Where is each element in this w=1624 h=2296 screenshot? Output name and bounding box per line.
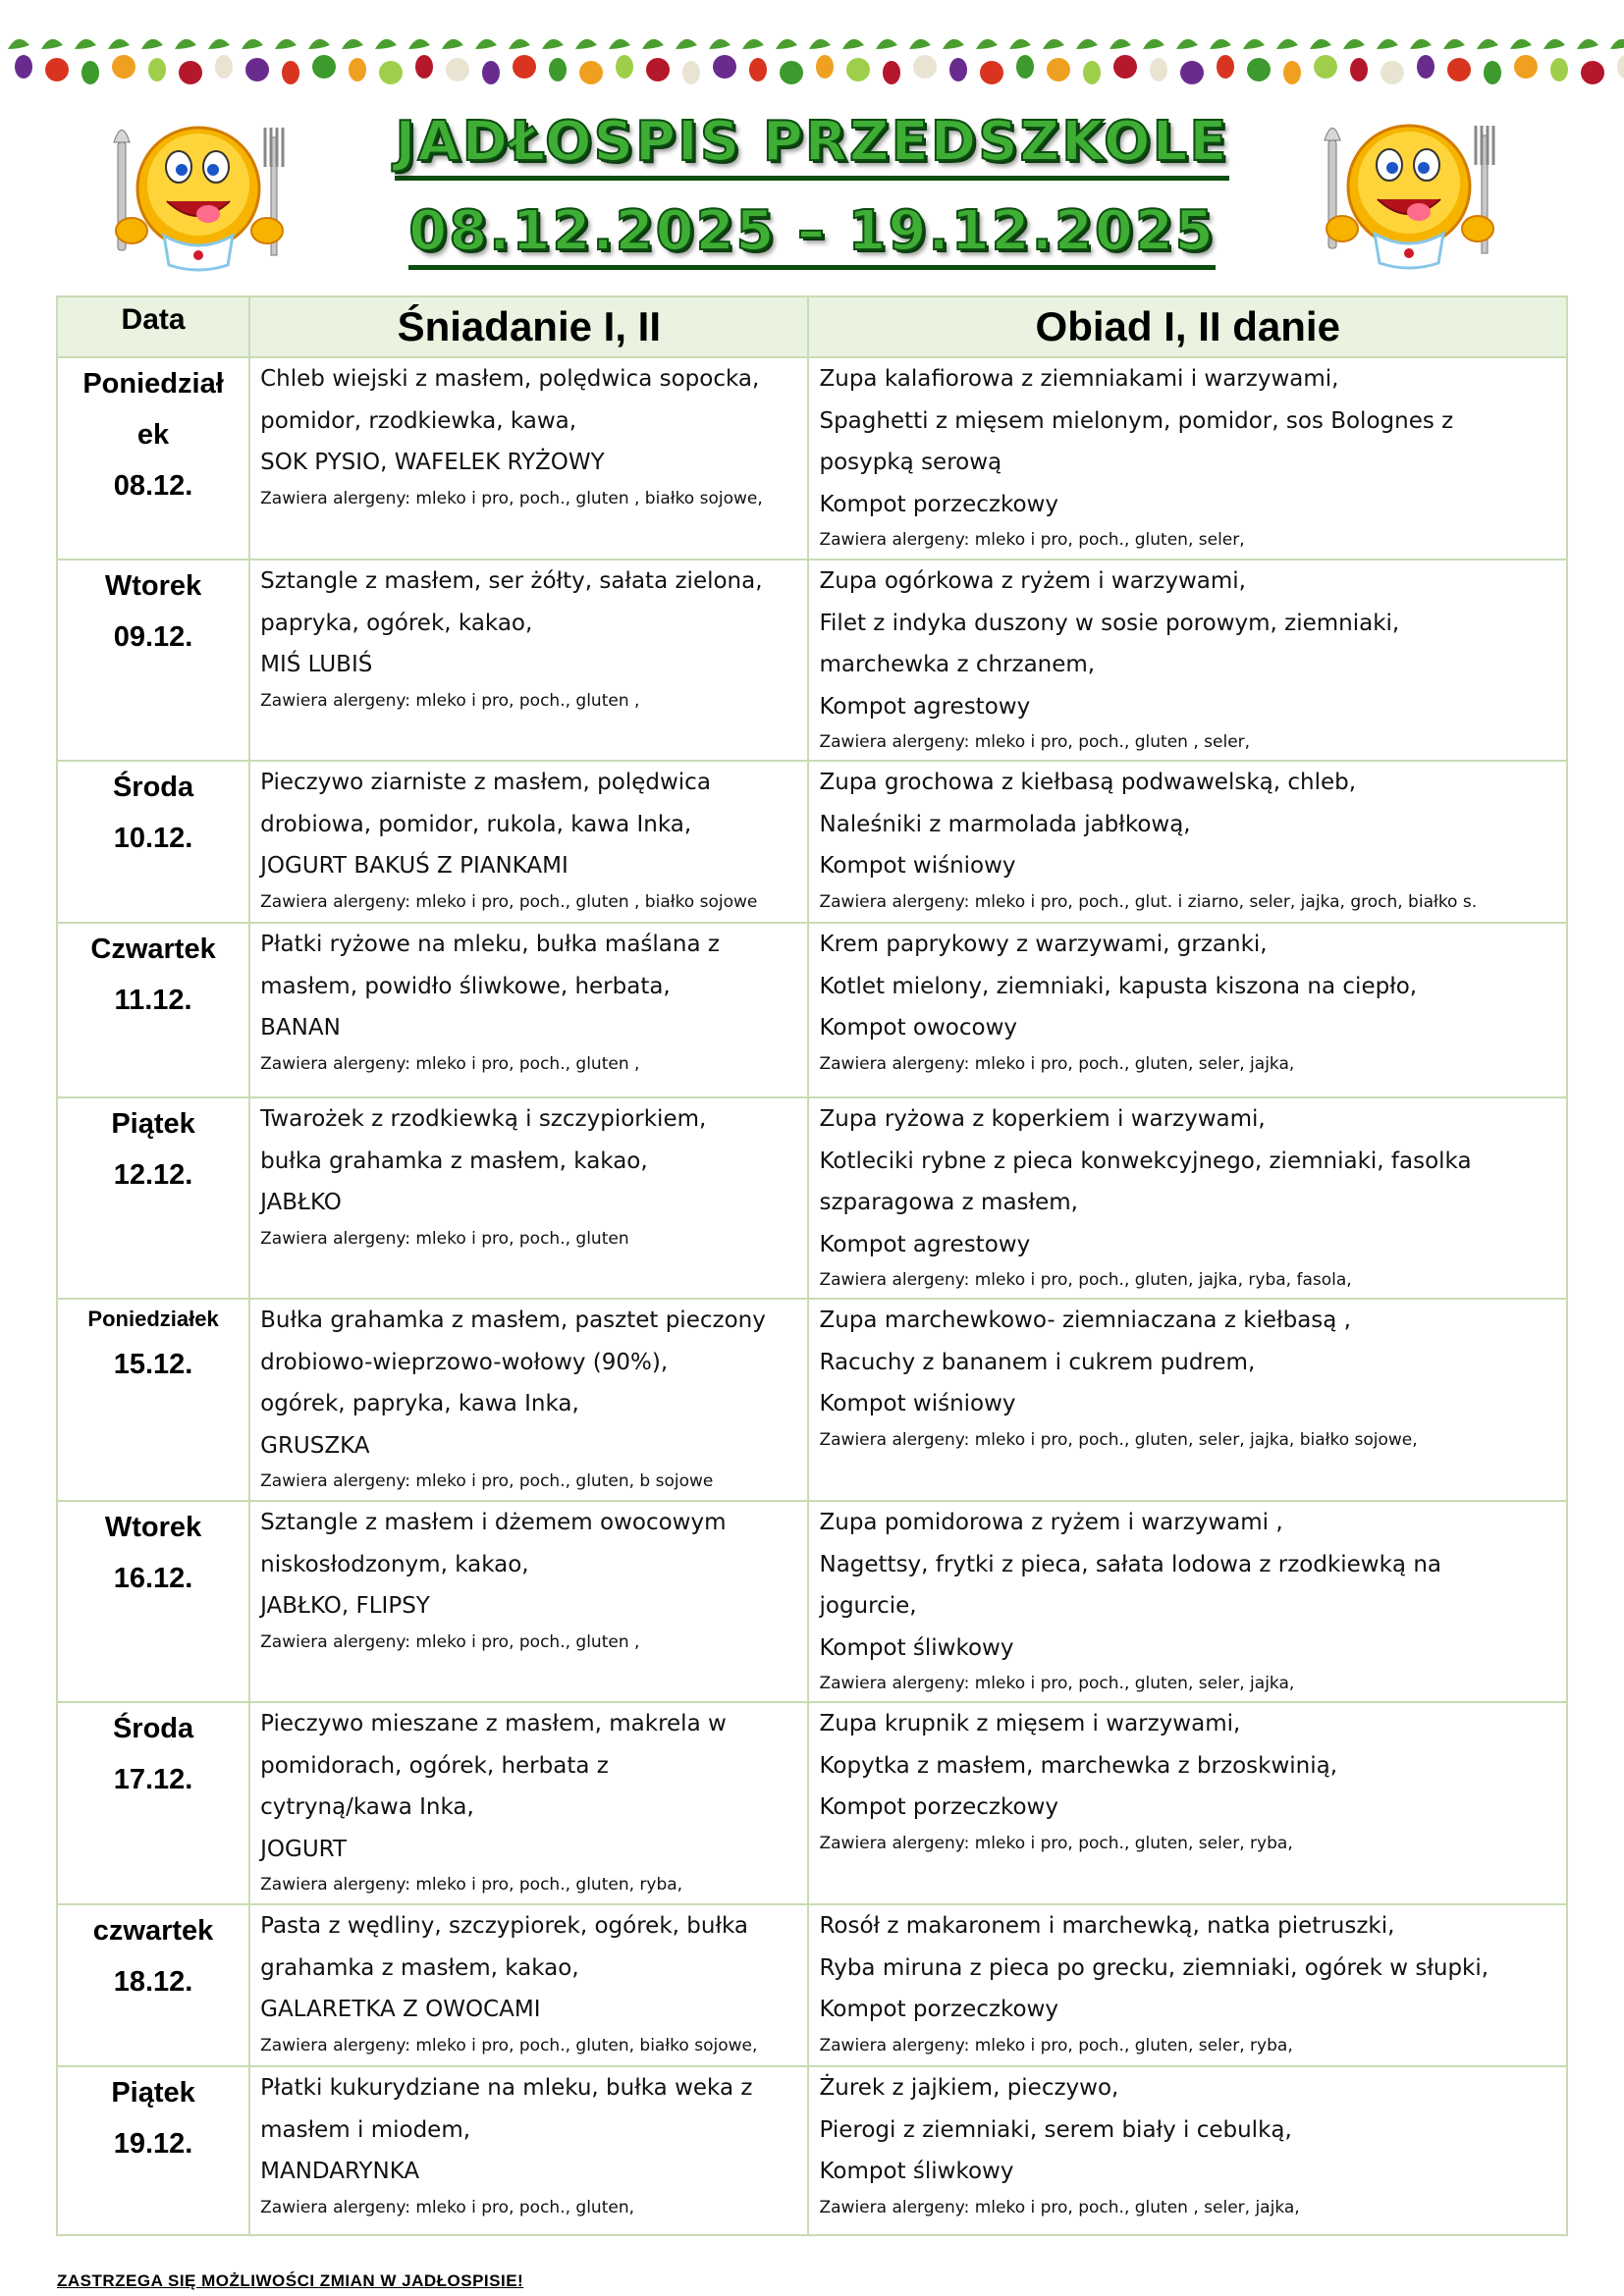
day-name: Poniedział: [82, 368, 224, 400]
breakfast-line: Twarożek z rzodkiewką i szczypiorkiem,: [260, 1106, 707, 1132]
breakfast-cell: [249, 2066, 808, 2235]
day-cell: [57, 357, 249, 560]
garland-vegetable: [1350, 58, 1368, 81]
header-date: Data: [57, 296, 249, 357]
dinner-line: Zupa pomidorowa z ryżem i warzywami ,: [819, 1510, 1283, 1535]
dinner-allergens: Zawiera alergeny: mleko i pro, poch., gluten, jajka, ryba, fasola,: [819, 1270, 1352, 1290]
dinner-cell: [808, 357, 1567, 560]
garland-leaf: [141, 39, 163, 49]
breakfast-allergens: Zawiera alergeny: mleko i pro, poch., gluten ,: [260, 1631, 640, 1652]
garland-vegetable: [415, 55, 433, 79]
garland-leaf: [809, 39, 831, 49]
dinner-line: Kompot porzeczkowy: [819, 491, 1058, 517]
garland-vegetable: [482, 61, 500, 84]
garland-leaf: [242, 39, 263, 49]
garland-leaf: [1610, 39, 1624, 49]
dinner-line: Krem paprykowy z warzywami, grzanki,: [819, 932, 1268, 957]
dinner-cell: [808, 2066, 1567, 2235]
breakfast-allergens: Zawiera alergeny: mleko i pro, poch., gluten, b sojowe: [260, 1471, 714, 1491]
garland-leaf: [776, 39, 797, 49]
breakfast-line: Pieczywo ziarniste z masłem, polędwica: [260, 770, 711, 795]
garland-vegetable: [45, 58, 69, 81]
garland-vegetable: [1217, 55, 1234, 79]
breakfast-cell: [249, 1501, 808, 1702]
garland-leaf: [8, 39, 29, 49]
dinner-cell: [808, 560, 1567, 761]
garland-vegetable: [1150, 58, 1167, 81]
garland-leaf: [1377, 39, 1398, 49]
dinner-line: Nagettsy, frytki z pieca, sałata lodowa z rzodkiewką na: [819, 1551, 1442, 1577]
garland-leaf: [542, 39, 564, 49]
dinner-line: Zupa grochowa z kiełbasą podwawelską, chleb,: [819, 770, 1357, 795]
garland-leaf: [642, 39, 664, 49]
garland-leaf: [676, 39, 697, 49]
vegetable-border-decoration: [0, 29, 1624, 98]
breakfast-cell: [249, 1702, 808, 1904]
dinner-allergens: Zawiera alergeny: mleko i pro, poch., gluten, seler, jajka, białko sojowe,: [819, 1429, 1418, 1450]
day-date: 11.12.: [114, 985, 192, 1016]
garland-vegetable: [1447, 58, 1471, 81]
breakfast-line: Sztangle z masłem, ser żółty, sałata zielona,: [260, 568, 763, 594]
breakfast-line: papryka, ogórek, kakao,: [260, 610, 533, 636]
dinner-line: Żurek z jajkiem, pieczywo,: [819, 2075, 1119, 2101]
garland-leaf: [1176, 39, 1198, 49]
day-name: Środa: [112, 772, 194, 803]
day-cell: [57, 1501, 249, 1702]
garland-leaf: [1009, 39, 1031, 49]
garland-leaf: [1110, 39, 1131, 49]
garland-leaf: [41, 39, 63, 49]
breakfast-line: Pieczywo mieszane z masłem, makrela w: [260, 1711, 727, 1736]
dinner-line: Zupa ogórkowa z ryżem i warzywami,: [819, 568, 1246, 594]
garland-vegetable: [846, 58, 870, 81]
garland-leaf: [408, 39, 430, 49]
dinner-allergens: Zawiera alergeny: mleko i pro, poch., gluten, seler, ryba,: [819, 1833, 1293, 1853]
breakfast-cell: [249, 357, 808, 560]
garland-leaf: [1310, 39, 1331, 49]
dinner-line: Ryba miruna z pieca po grecku, ziemniaki, ogórek w słupki,: [819, 1954, 1489, 1981]
menu-date-range-text: 08.12.2025 – 19.12.2025: [408, 199, 1216, 270]
garland-vegetable: [749, 58, 767, 81]
day-cell: [57, 560, 249, 761]
dinner-allergens: Zawiera alergeny: mleko i pro, poch., gluten , seler, jajka,: [819, 2197, 1300, 2217]
dinner-line: szparagowa z masłem,: [819, 1190, 1078, 1215]
breakfast-cell: [249, 1097, 808, 1299]
garland-leaf: [342, 39, 363, 49]
garland-vegetable: [682, 61, 700, 84]
day-date: 09.12.: [113, 621, 193, 653]
garland-vegetable: [349, 58, 366, 81]
breakfast-line: masłem, powidło śliwkowe, herbata,: [260, 973, 671, 999]
garland-vegetable: [883, 61, 900, 84]
dinner-allergens: Zawiera alergeny: mleko i pro, poch., gluten , seler,: [819, 732, 1251, 752]
dinner-cell: [808, 1501, 1567, 1702]
breakfast-allergens: Zawiera alergeny: mleko i pro, poch., gluten ,: [260, 1053, 640, 1074]
dinner-line: Kompot agrestowy: [819, 1231, 1031, 1257]
garland-leaf: [1243, 39, 1265, 49]
dinner-line: Pierogi z ziemniaki, serem biały i cebulką,: [819, 2116, 1292, 2143]
dinner-line: Kompot śliwkowy: [819, 1634, 1014, 1661]
breakfast-line: masłem i miodem,: [260, 2116, 471, 2143]
garland-leaf: [1410, 39, 1432, 49]
garland-vegetable: [1047, 58, 1070, 81]
garland-leaf: [509, 39, 530, 49]
garland-leaf: [709, 39, 731, 49]
day-name: Wtorek: [104, 570, 202, 602]
garland-vegetable: [1083, 61, 1101, 84]
garland-leaf: [175, 39, 196, 49]
breakfast-cell: [249, 761, 808, 923]
footer-note: ZASTRZEGA SIĘ MOŻLIWOŚCI ZMIAN W JADŁOSPISIE!: [57, 2271, 524, 2290]
breakfast-line: Bułka grahamka z masłem, pasztet pieczony: [260, 1308, 766, 1333]
garland-vegetable: [1617, 55, 1624, 79]
breakfast-cell: [249, 923, 808, 1097]
breakfast-line: drobiowo-wieprzowo-wołowy (90%),: [260, 1349, 669, 1375]
menu-row: [57, 1501, 1567, 1702]
dinner-cell: [808, 1702, 1567, 1904]
dinner-line: Kompot śliwkowy: [819, 2159, 1014, 2184]
breakfast-line: Płatki kukurydziane na mleku, bułka weka z: [260, 2075, 753, 2101]
garland-leaf: [609, 39, 630, 49]
day-cell: [57, 1097, 249, 1299]
menu-row: [57, 1702, 1567, 1904]
menu-row: [57, 761, 1567, 923]
garland-vegetable: [1417, 55, 1435, 79]
day-name: Poniedziałek: [87, 1307, 219, 1331]
menu-row: [57, 2066, 1567, 2235]
day-name: Wtorek: [104, 1512, 202, 1543]
garland-vegetable: [616, 55, 633, 79]
garland-leaf: [475, 39, 497, 49]
garland-vegetable: [980, 61, 1003, 84]
day-cell: [57, 1904, 249, 2066]
garland-vegetable: [379, 61, 403, 84]
garland-leaf: [1043, 39, 1064, 49]
garland-leaf: [742, 39, 764, 49]
breakfast-line: Pasta z wędliny, szczypiorek, ogórek, bułka: [260, 1913, 748, 1939]
garland-vegetable: [1581, 61, 1604, 84]
dinner-line: Zupa krupnik z mięsem i warzywami,: [819, 1711, 1241, 1736]
day-cell: [57, 1702, 249, 1904]
breakfast-allergens: Zawiera alergeny: mleko i pro, poch., gluten , białko sojowe,: [260, 488, 763, 508]
garland-leaf: [976, 39, 998, 49]
menu-row: [57, 357, 1567, 560]
day-cell: [57, 2066, 249, 2235]
day-name: Piątek: [111, 2077, 195, 2109]
breakfast-cell: [249, 560, 808, 761]
menu-date-range: [245, 199, 1379, 270]
dinner-cell: [808, 1299, 1567, 1501]
breakfast-allergens: Zawiera alergeny: mleko i pro, poch., gluten, ryba,: [260, 1875, 683, 1895]
garland-vegetable: [1113, 55, 1137, 79]
menu-title: [245, 110, 1379, 181]
breakfast-line: Sztangle z masłem i dżemem owocowym: [260, 1510, 727, 1535]
dinner-line: Spaghetti z mięsem mielonym, pomidor, sos Bolognes z: [819, 407, 1454, 434]
dinner-line: Kompot agrestowy: [819, 693, 1031, 720]
dinner-line: Naleśniki z marmolada jabłkową,: [819, 811, 1191, 837]
garland-vegetable: [1550, 58, 1568, 81]
breakfast-line: JOGURT BAKUŚ Z PIANKAMI: [260, 853, 568, 879]
breakfast-line: JABŁKO, FLIPSY: [260, 1593, 430, 1619]
garland-leaf: [1510, 39, 1532, 49]
day-date: 10.12.: [113, 823, 193, 854]
breakfast-allergens: Zawiera alergeny: mleko i pro, poch., gluten: [260, 1228, 629, 1249]
menu-row: [57, 560, 1567, 761]
garland-vegetable: [1484, 61, 1501, 84]
garland-leaf: [375, 39, 397, 49]
day-date: 18.12.: [113, 1966, 193, 1998]
garland-vegetable: [282, 61, 299, 84]
dinner-cell: [808, 923, 1567, 1097]
breakfast-line: bułka grahamka z masłem, kakao,: [260, 1148, 648, 1174]
garland-vegetable: [215, 55, 233, 79]
dinner-line: Kompot wiśniowy: [819, 1391, 1016, 1416]
breakfast-line: MIŚ LUBIŚ: [260, 652, 373, 677]
garland-vegetable: [1247, 58, 1271, 81]
breakfast-line: SOK PYSIO, WAFELEK RYŻOWY: [260, 450, 605, 475]
menu-row: [57, 1097, 1567, 1299]
breakfast-line: MANDARYNKA: [260, 2159, 420, 2184]
breakfast-allergens: Zawiera alergeny: mleko i pro, poch., gluten ,: [260, 690, 640, 711]
day-name: Czwartek: [90, 934, 216, 965]
dinner-line: posypką serową: [819, 450, 1002, 475]
garland-vegetable: [513, 55, 536, 79]
dinner-line: Kompot porzeczkowy: [819, 1997, 1058, 2022]
header-dinner: Obiad I, II danie: [808, 296, 1567, 357]
day-date: 16.12.: [113, 1563, 193, 1594]
dinner-allergens: Zawiera alergeny: mleko i pro, poch., gluten, seler, jajka,: [819, 1674, 1295, 1693]
garland-vegetable: [713, 55, 736, 79]
dinner-line: jogurcie,: [819, 1593, 917, 1619]
garland-vegetable: [1314, 55, 1337, 79]
garland-vegetable: [179, 61, 202, 84]
day-cell: [57, 923, 249, 1097]
menu-table: [56, 295, 1568, 2236]
dinner-line: Kompot porzeczkowy: [819, 1794, 1058, 1820]
day-name: czwartek: [92, 1915, 214, 1947]
garland-leaf: [308, 39, 330, 49]
breakfast-line: Płatki ryżowe na mleku, bułka maślana z: [260, 932, 720, 957]
dinner-line: Filet z indyka duszony w sosie porowym, ziemniaki,: [819, 610, 1400, 636]
header-breakfast: Śniadanie I, II: [249, 296, 808, 357]
breakfast-line: cytryną/kawa Inka,: [260, 1794, 474, 1820]
garland-vegetable: [15, 55, 32, 79]
menu-row: [57, 1904, 1567, 2066]
day-cell: [57, 761, 249, 923]
garland-leaf: [1443, 39, 1465, 49]
day-date: 08.12.: [113, 470, 193, 502]
garland-leaf: [1210, 39, 1231, 49]
breakfast-line: niskosłodzonym, kakao,: [260, 1551, 529, 1577]
breakfast-line: JABŁKO: [260, 1190, 342, 1215]
garland-vegetable: [913, 55, 937, 79]
menu-row: [57, 923, 1567, 1097]
dinner-line: Rosół z makaronem i marchewką, natka pietruszki,: [819, 1913, 1395, 1939]
garland-leaf: [575, 39, 597, 49]
dinner-line: Kotleciki rybne z pieca konwekcyjnego, ziemniaki, fasolka: [819, 1148, 1472, 1174]
dinner-allergens: Zawiera alergeny: mleko i pro, poch., gluten, seler, ryba,: [819, 2035, 1293, 2056]
breakfast-line: pomidor, rzodkiewka, kawa,: [260, 407, 577, 434]
dinner-line: Kompot wiśniowy: [819, 853, 1016, 879]
breakfast-line: JOGURT: [260, 1836, 348, 1862]
garland-vegetable: [1514, 55, 1538, 79]
garland-vegetable: [549, 58, 567, 81]
dinner-line: Kopytka z masłem, marchewka z brzoskwinią,: [819, 1752, 1338, 1779]
garland-leaf: [842, 39, 864, 49]
garland-vegetable: [112, 55, 135, 79]
breakfast-line: ogórek, papryka, kawa Inka,: [260, 1391, 579, 1416]
garland-vegetable: [1380, 61, 1404, 84]
breakfast-line: GRUSZKA: [260, 1432, 370, 1459]
garland-vegetable: [148, 58, 166, 81]
breakfast-line: GALARETKA Z OWOCAMI: [260, 1997, 541, 2022]
dinner-line: Racuchy z bananem i cukrem pudrem,: [819, 1349, 1256, 1375]
garland-leaf: [1477, 39, 1498, 49]
garland-vegetable: [312, 55, 336, 79]
garland-leaf: [442, 39, 463, 49]
breakfast-line: pomidorach, ogórek, herbata z: [260, 1752, 609, 1779]
garland-vegetable: [780, 61, 803, 84]
breakfast-cell: [249, 1904, 808, 2066]
dinner-line: Kompot owocowy: [819, 1015, 1017, 1041]
garland-leaf: [1143, 39, 1164, 49]
garland-leaf: [1276, 39, 1298, 49]
breakfast-allergens: Zawiera alergeny: mleko i pro, poch., gluten , białko sojowe: [260, 891, 758, 912]
breakfast-allergens: Zawiera alergeny: mleko i pro, poch., gluten, białko sojowe,: [260, 2035, 758, 2056]
breakfast-line: drobiowa, pomidor, rukola, kawa Inka,: [260, 811, 692, 837]
garland-vegetable: [245, 58, 269, 81]
garland-vegetable: [446, 58, 469, 81]
dinner-allergens: Zawiera alergeny: mleko i pro, poch., glut. i ziarno, seler, jajka, groch, białko s.: [819, 891, 1478, 912]
garland-leaf: [208, 39, 230, 49]
garland-vegetable: [1180, 61, 1204, 84]
dinner-line: Kotlet mielony, ziemniaki, kapusta kiszona na ciepło,: [819, 973, 1418, 999]
menu-title-text: JADŁOSPIS PRZEDSZKOLE: [395, 110, 1228, 181]
garland-leaf: [1076, 39, 1098, 49]
garland-leaf: [1343, 39, 1365, 49]
dinner-line: Zupa kalafiorowa z ziemniakami i warzywami,: [819, 366, 1339, 392]
dinner-cell: [808, 1904, 1567, 2066]
dinner-cell: [808, 761, 1567, 923]
day-date: 12.12.: [113, 1159, 193, 1191]
day-date: 15.12.: [113, 1349, 193, 1380]
garland-leaf: [75, 39, 96, 49]
garland-vegetable: [81, 61, 99, 84]
dinner-cell: [808, 1097, 1567, 1299]
garland-leaf: [1577, 39, 1598, 49]
breakfast-line: grahamka z masłem, kakao,: [260, 1954, 579, 1981]
garland-vegetable: [579, 61, 603, 84]
garland-leaf: [108, 39, 130, 49]
day-name-continued: ek: [136, 419, 170, 451]
garland-leaf: [943, 39, 964, 49]
garland-vegetable: [949, 58, 967, 81]
garland-vegetable: [816, 55, 834, 79]
garland-vegetable: [646, 58, 670, 81]
garland-leaf: [876, 39, 897, 49]
dinner-line: Zupa ryżowa z koperkiem i warzywami,: [819, 1106, 1266, 1132]
menu-table-header: [57, 296, 1567, 357]
day-cell: [57, 1299, 249, 1501]
menu-row: [57, 1299, 1567, 1501]
dinner-line: Zupa marchewkowo- ziemniaczana z kiełbasą ,: [819, 1308, 1351, 1333]
dinner-allergens: Zawiera alergeny: mleko i pro, poch., gluten, seler,: [819, 530, 1245, 550]
day-date: 19.12.: [113, 2128, 193, 2160]
breakfast-cell: [249, 1299, 808, 1501]
day-name: Środa: [112, 1713, 194, 1744]
breakfast-allergens: Zawiera alergeny: mleko i pro, poch., gluten,: [260, 2197, 634, 2217]
breakfast-line: Chleb wiejski z masłem, polędwica sopocka,: [260, 366, 760, 392]
day-name: Piątek: [111, 1108, 195, 1140]
garland-leaf: [909, 39, 931, 49]
garland-vegetable: [1283, 61, 1301, 84]
garland-leaf: [1543, 39, 1565, 49]
dinner-line: marchewka z chrzanem,: [819, 652, 1096, 677]
breakfast-line: BANAN: [260, 1015, 341, 1041]
garland-vegetable: [1016, 55, 1034, 79]
day-date: 17.12.: [113, 1764, 193, 1795]
garland-leaf: [275, 39, 297, 49]
dinner-allergens: Zawiera alergeny: mleko i pro, poch., gluten, seler, jajka,: [819, 1053, 1295, 1074]
